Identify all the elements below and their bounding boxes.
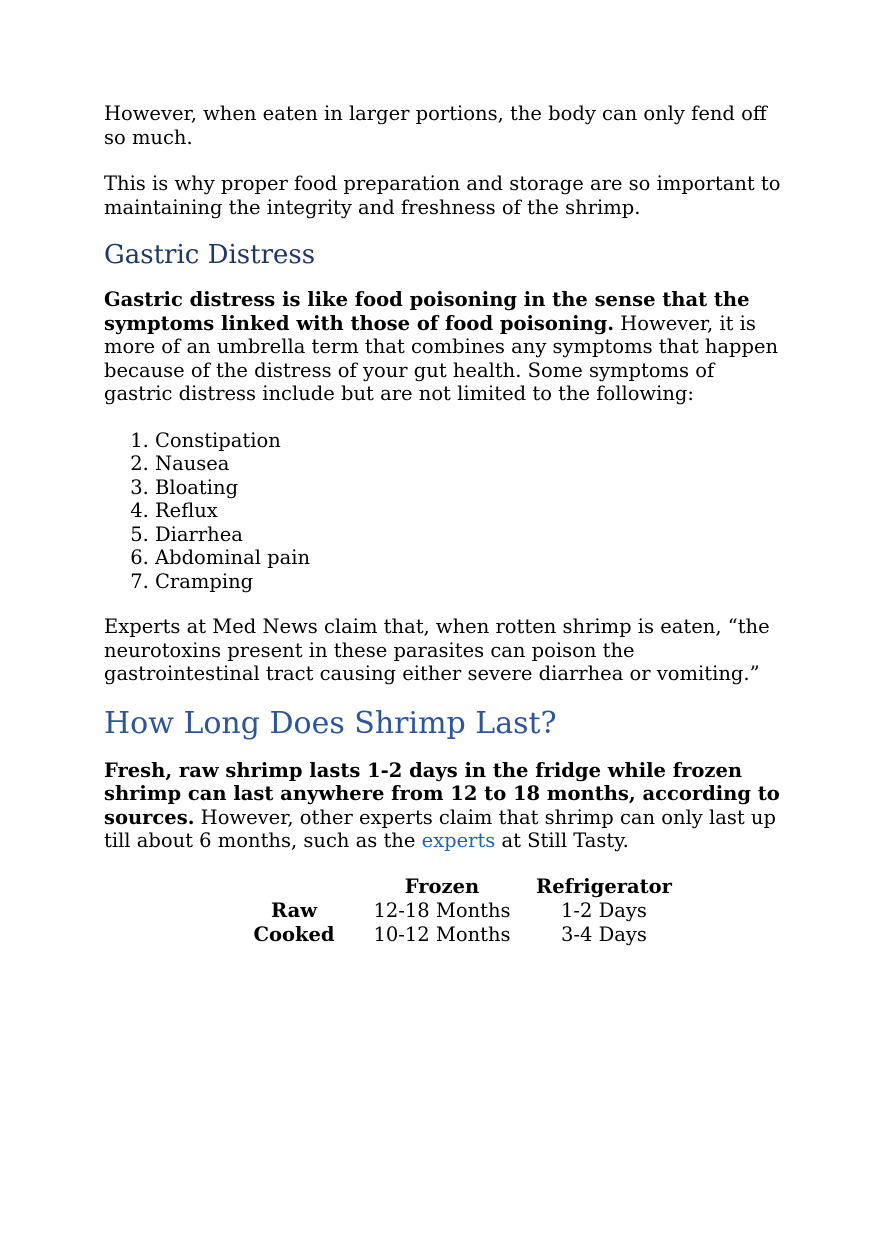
gastric-paragraph <box>104 288 784 406</box>
list-item: 1. Constipation <box>155 429 784 453</box>
cell-frozen: 12-18 Months <box>373 898 511 922</box>
list-item: 6. Abdominal pain <box>155 546 784 570</box>
shelf-life-table <box>230 875 682 947</box>
table-row <box>230 899 682 923</box>
row-label: Raw <box>270 898 318 922</box>
gastric-distress-heading: Gastric Distress <box>104 240 316 270</box>
intro-paragraph-1: However, when eaten in larger portions, the body can only fend off so much. <box>104 102 767 149</box>
cell-refrigerator: 1-2 Days <box>561 898 647 922</box>
list-item: 3. Bloating <box>155 476 784 500</box>
shelf-life-rest: However, other experts claim that shrimp can only last up till about 6 months, such as the <box>104 805 776 852</box>
shelf-life-paragraph <box>104 759 784 853</box>
gastric-bold-lead: Gastric distress is like food poisoning in the sense that the symptoms linked with those of food poisoning. <box>104 288 750 335</box>
table-row <box>230 923 682 947</box>
row-label: Cooked <box>253 922 335 946</box>
table-header-refrigerator: Refrigerator <box>536 874 672 898</box>
shelf-life-bold-lead: Fresh, raw shrimp lasts 1-2 days in the fridge while frozen shrimp can last anywhere from 12 to 18 months, according to sources. <box>104 758 780 829</box>
shelf-life-heading: How Long Does Shrimp Last? <box>104 705 557 741</box>
shelf-life-tail: at Still Tasty. <box>495 829 629 852</box>
table-header-frozen: Frozen <box>404 874 480 898</box>
gastric-rest: However, it is more of an umbrella term that combines any symptoms that happen because of the distress of your gut health. Some symptoms of gastric distress include but are not limited to the following: <box>104 311 779 405</box>
list-item: 4. Reflux <box>155 499 784 523</box>
intro-paragraph-2: This is why proper food preparation and storage are so important to maintaining the integrity and freshness of the shrimp. <box>104 172 781 219</box>
article-body <box>104 102 784 947</box>
list-item: 7. Cramping <box>155 570 784 594</box>
experts-link[interactable]: experts <box>421 829 496 852</box>
cell-frozen: 10-12 Months <box>373 922 511 946</box>
list-item: 2. Nausea <box>155 452 784 476</box>
table-header-empty <box>230 875 358 899</box>
table-header-row <box>230 875 682 899</box>
symptoms-list <box>104 429 784 594</box>
cell-refrigerator: 3-4 Days <box>561 922 647 946</box>
med-news-quote: Experts at Med News claim that, when rotten shrimp is eaten, “the neurotoxins present in these parasites can poison the gastrointestinal tract causing either severe diarrhea or vomiting.” <box>104 615 770 685</box>
list-item: 5. Diarrhea <box>155 523 784 547</box>
